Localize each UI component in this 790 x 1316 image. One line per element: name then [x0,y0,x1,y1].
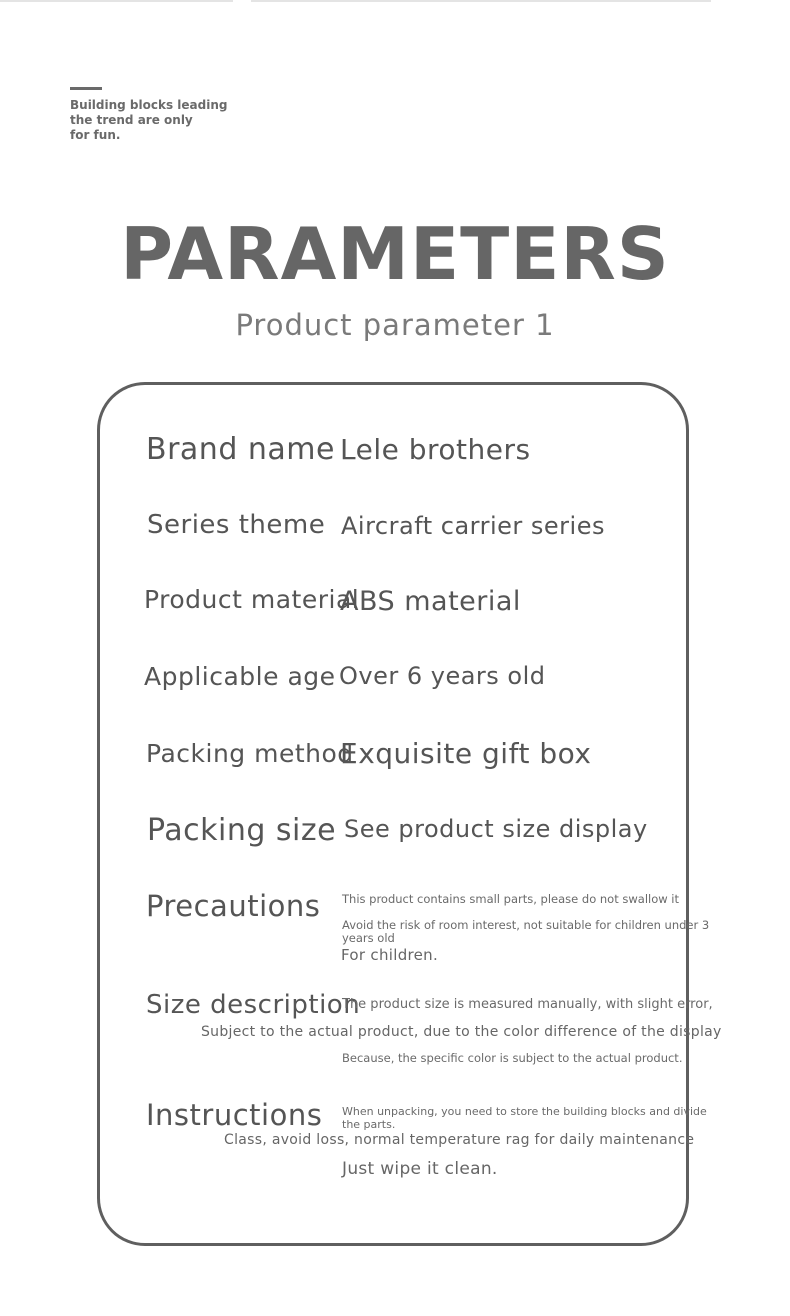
packing-size-label: Packing size [147,813,337,848]
instructions-line-3: Class, avoid loss, normal temperature rag for daily maintenance [224,1132,695,1148]
age-value: Over 6 years old [339,662,546,690]
top-divider-left [0,0,233,2]
packing-method-value: Exquisite gift box [340,737,592,770]
instructions-line-4: Just wipe it clean. [342,1159,498,1179]
packing-size-value: See product size display [344,815,648,843]
series-label: Series theme [147,510,326,540]
page-subtitle: Product parameter 1 [235,308,555,342]
precautions-line-4: For children. [341,946,439,964]
size-description-label: Size description [146,990,361,1020]
age-label: Applicable age [144,662,336,691]
size-description-line-3: Because, the specific color is subject to the actual product. [342,1051,683,1065]
precautions-line-1: This product contains small parts, please do not swallow it [342,892,680,906]
instructions-label: Instructions [146,1098,323,1132]
instructions-line-2: the parts. [342,1118,396,1131]
precautions-line-2: Avoid the risk of room interest, not suitable for children under 3 [342,918,710,932]
precautions-label: Precautions [146,889,321,923]
page-title: PARAMETERS [120,212,670,296]
instructions-line-1: When unpacking, you need to store the building blocks and divide [342,1105,707,1118]
size-description-line-1: The product size is measured manually, with slight error, [342,997,713,1012]
top-divider-right [251,0,711,2]
material-value: ABS material [340,586,521,617]
size-description-line-2: Subject to the actual product, due to the color difference of the display [201,1024,722,1040]
tagline-dash [70,87,102,90]
precautions-line-3: years old [342,931,395,945]
brand-label: Brand name [146,432,335,467]
packing-method-label: Packing method [146,739,354,768]
material-label: Product material [144,585,360,614]
tagline: Building blocks leading the trend are only for fun. [70,98,228,142]
series-value: Aircraft carrier series [341,512,605,540]
brand-value: Lele brothers [340,433,531,466]
